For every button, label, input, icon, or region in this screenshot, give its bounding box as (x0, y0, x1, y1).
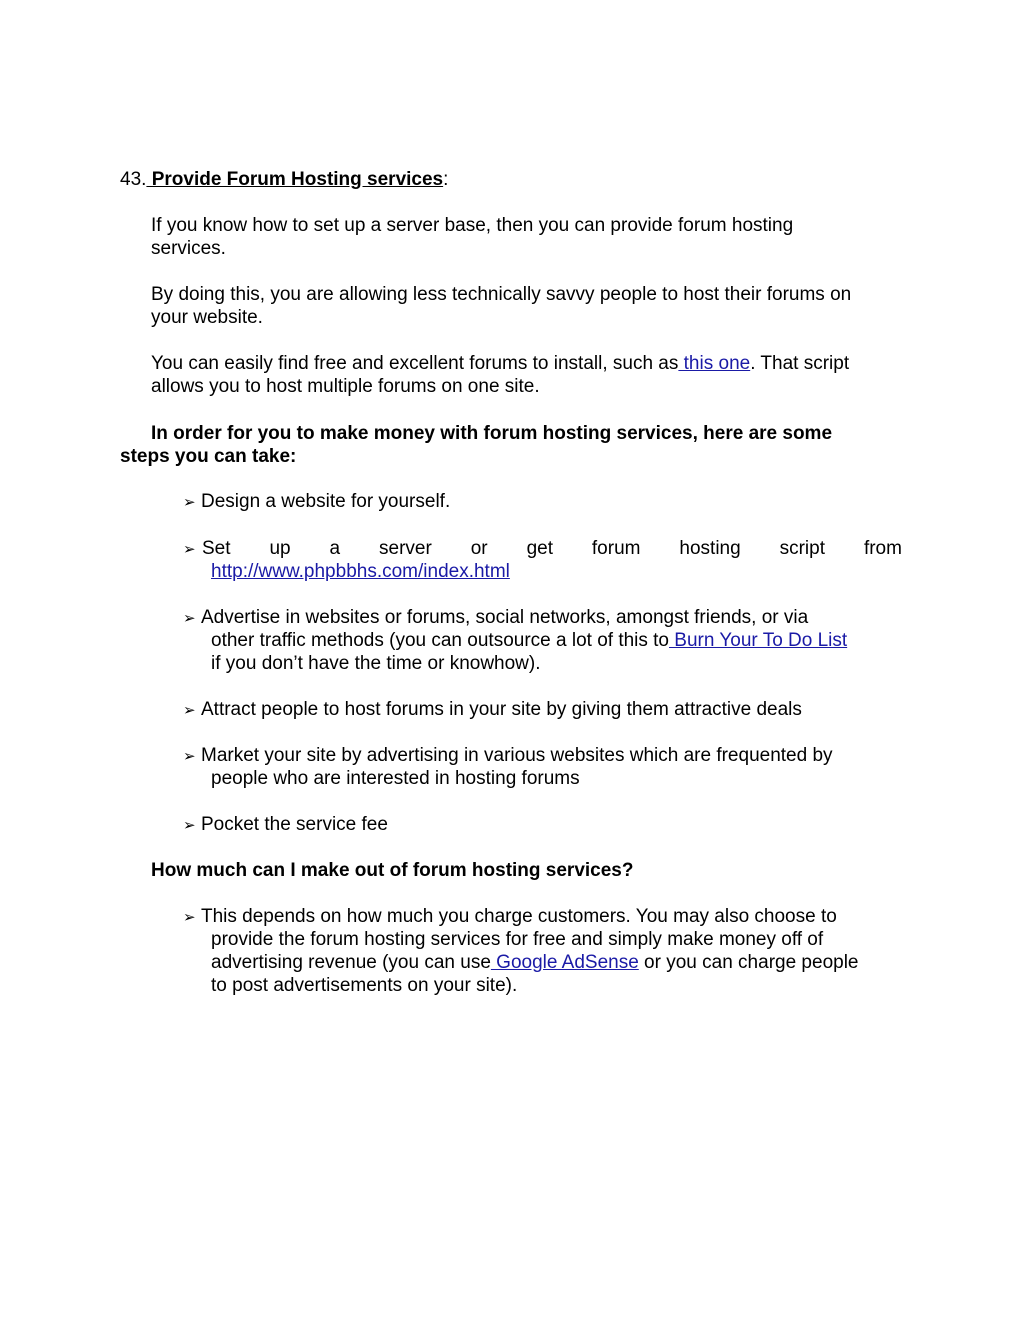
list-item-text: Market your site by advertising in various websites which are frequented by (201, 745, 833, 766)
list-item (183, 813, 388, 837)
list-item-justified-line (202, 537, 902, 560)
word: script (779, 538, 826, 559)
list-item-text: This depends on how much you charge customers. You may also choose to (201, 906, 837, 927)
answer-line-4: to post advertisements on your site). (211, 975, 518, 996)
heading-title: Provide Forum Hosting services (146, 169, 444, 190)
arrow-bullet-icon: ➢ (183, 747, 196, 765)
word: server (379, 538, 432, 559)
paragraph-3-text: You can easily find free and excellent forums to install, such as (151, 353, 679, 374)
arrow-bullet-icon: ➢ (183, 540, 196, 558)
list-item (183, 606, 808, 630)
list-item (183, 490, 450, 514)
paragraph-3-line-1 (151, 352, 849, 375)
arrow-bullet-icon: ➢ (183, 493, 196, 511)
paragraph-3-line-2: allows you to host multiple forums on one site. (151, 376, 540, 397)
list-item (183, 698, 802, 722)
paragraph-2-line-2: your website. (151, 307, 263, 328)
question-heading: How much can I make out of forum hosting services? (151, 860, 634, 881)
word: a (329, 538, 341, 559)
word: forum (591, 538, 641, 559)
word: get (526, 538, 553, 559)
paragraph-2-line-1: By doing this, you are allowing less technically savvy people to host their forums on (151, 284, 852, 305)
heading-colon: : (443, 169, 449, 190)
arrow-bullet-icon: ➢ (183, 701, 196, 719)
answer-text: advertising revenue (you can use (211, 952, 491, 973)
this-one-link[interactable]: this one (678, 353, 751, 374)
steps-intro-line-2: steps you can take: (120, 446, 297, 467)
answer-text-after: or you can charge people (638, 952, 859, 973)
word: from (863, 538, 902, 559)
list-item (183, 744, 833, 768)
word: or (470, 538, 488, 559)
list-item-text: Pocket the service fee (201, 814, 388, 835)
arrow-bullet-icon: ➢ (183, 816, 196, 834)
paragraph-3-text-after: . That script (750, 353, 850, 374)
paragraph-1-line-1: If you know how to set up a server base, then you can provide forum hosting (151, 215, 794, 236)
paragraph-1-line-2: services. (151, 238, 226, 259)
list-item-text: other traffic methods (you can outsource a lot of this to (211, 630, 670, 651)
heading-number: 43. (120, 169, 147, 190)
word: Set (202, 538, 231, 559)
arrow-bullet-icon: ➢ (183, 609, 196, 627)
steps-intro-line-1: In order for you to make money with forum hosting services, here are some (151, 423, 833, 444)
word: hosting (679, 538, 741, 559)
answer-line-3 (211, 951, 859, 974)
list-item-line-2: people who are interested in hosting forums (211, 768, 580, 789)
section-heading (120, 168, 448, 191)
list-item-line-2 (211, 629, 847, 652)
list-item-line-2 (211, 560, 510, 583)
google-adsense-link[interactable]: Google AdSense (490, 952, 639, 973)
list-item-text: Attract people to host forums in your site by giving them attractive deals (201, 699, 802, 720)
phpbbhs-link[interactable]: http://www.phpbbhs.com/index.html (211, 561, 510, 582)
burn-your-to-do-list-link[interactable]: Burn Your To Do List (669, 630, 848, 651)
arrow-bullet-icon: ➢ (183, 908, 196, 926)
list-item-text: Design a website for yourself. (201, 491, 451, 512)
list-item-text: Advertise in websites or forums, social networks, amongst friends, or via (201, 607, 809, 628)
word: up (269, 538, 291, 559)
answer-line-2: provide the forum hosting services for free and simply make money off of (211, 929, 824, 950)
list-item-line-3: if you don’t have the time or knowhow). (211, 653, 541, 674)
list-item-bullet (183, 537, 201, 561)
list-item (183, 905, 837, 929)
